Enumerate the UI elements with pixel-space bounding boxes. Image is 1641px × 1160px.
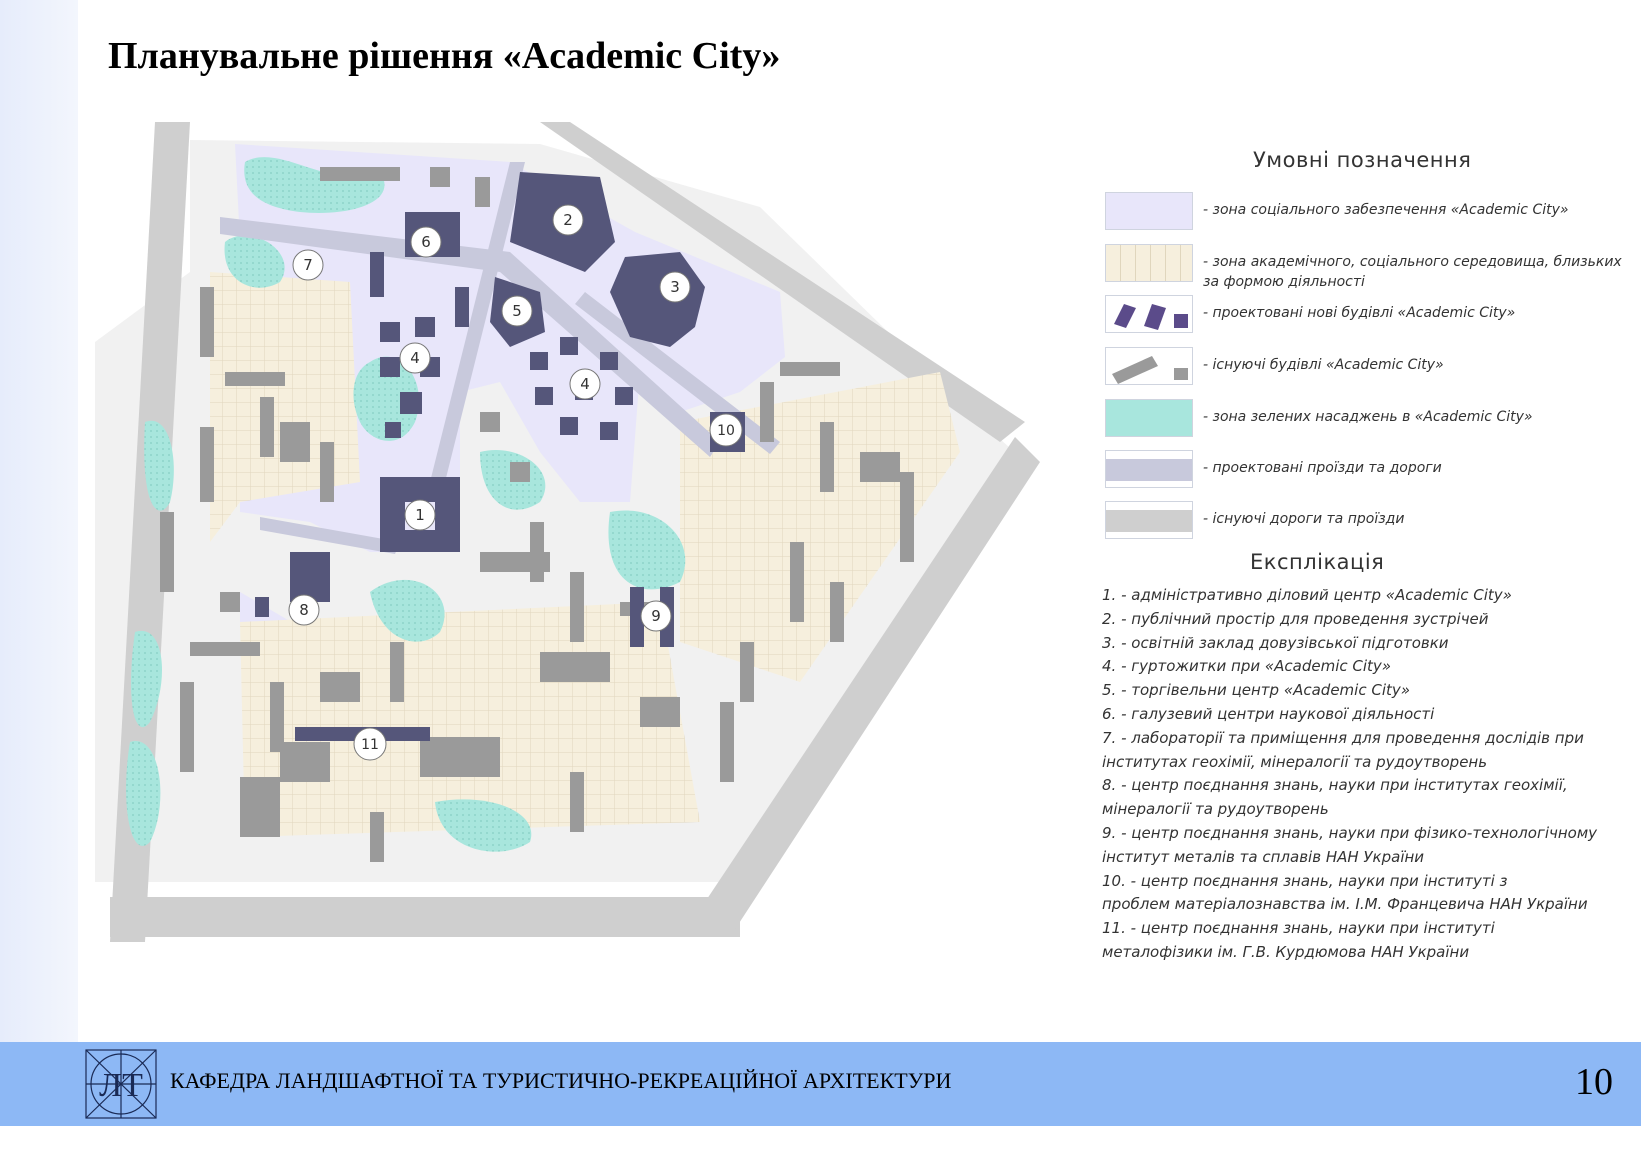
legend-text: - зона зелених насаджень в «Academic City» [1203, 409, 1533, 425]
marker-3 [660, 272, 690, 302]
legend-text: - зона соціального забезпечення «Academic City» [1203, 202, 1569, 218]
legend-swatch-social [1105, 192, 1193, 230]
explication-line: 9. - центр поєднання знань, науки при фізико-технологічному [1102, 823, 1598, 842]
svg-text:3: 3 [670, 278, 680, 296]
marker-9 [641, 601, 671, 631]
marker-1 [405, 500, 435, 530]
explication-line: 7. - лабораторії та приміщення для проведення дослідів при [1102, 728, 1584, 747]
marker-2 [553, 205, 583, 235]
svg-text:1: 1 [415, 506, 425, 524]
explication-line: 2. - публічний простір для проведення зустрічей [1102, 609, 1489, 628]
svg-text:10: 10 [717, 423, 735, 439]
legend-text: - зона академічного, соціального середовища, близьких за формою діяльності [1203, 254, 1622, 290]
department-logo [80, 1044, 162, 1124]
slide-title: Планувальне рішення «Academic City» [108, 35, 781, 77]
legend-text: - існуючі дороги та проїзди [1203, 511, 1405, 527]
legend-swatch-new-buildings [1105, 295, 1193, 333]
marker-10 [710, 414, 742, 446]
explication-line: 4. - гуртожитки при «Academic City» [1102, 657, 1392, 676]
svg-text:8: 8 [299, 601, 309, 619]
svg-text:6: 6 [421, 233, 431, 251]
marker-4-west [400, 343, 430, 373]
svg-text:9: 9 [651, 607, 661, 625]
svg-text:2: 2 [563, 211, 573, 229]
legend-text: - існуючі будівлі «Academic City» [1203, 357, 1444, 373]
svg-text:5: 5 [512, 302, 522, 320]
explication-line: металофізики ім. Г.В. Курдюмова НАН України [1102, 942, 1470, 961]
svg-text:4: 4 [410, 349, 420, 367]
page-number: 10 [1575, 1061, 1613, 1103]
legend-swatch-projected-roads [1105, 450, 1193, 488]
explication-line: 5. - торгівельни центр «Academic City» [1102, 681, 1410, 700]
marker-8 [289, 595, 319, 625]
explication-line: 8. - центр поєднання знань, науки при інститутах геохімії, [1102, 776, 1568, 795]
legend-text: - проектовані проїзди та дороги [1203, 460, 1442, 476]
explication-line: 11. - центр поєднання знань, науки при інституті [1102, 919, 1495, 938]
explication-line: мінералогії та рудоутворень [1102, 800, 1329, 819]
footer-bar [0, 1042, 1641, 1126]
department-name: КАФЕДРА ЛАНДШАФТНОЇ ТА ТУРИСТИЧНО-РЕКРЕАЦІЙНОЇ АРХІТЕКТУРИ [170, 1068, 952, 1093]
svg-text:ЛТ: ЛТ [99, 1067, 143, 1104]
marker-11 [354, 728, 386, 760]
legend-swatch-academic [1105, 244, 1193, 282]
explication-line: 6. - галузевий центри наукової діяльності [1102, 704, 1435, 723]
svg-text:11: 11 [361, 737, 379, 753]
svg-text:7: 7 [303, 256, 313, 274]
explication-line: інститут металів та сплавів НАН України [1102, 847, 1425, 866]
explication-line: 3. - освітній заклад довузівської підготовки [1102, 633, 1449, 652]
existing-road-south [110, 897, 740, 937]
explication-line: 1. - адміністративно діловий центр «Academic City» [1102, 586, 1512, 604]
explication-line: 10. - центр поєднання знань, науки при інституті з [1102, 871, 1508, 890]
explication-list [1102, 584, 1622, 965]
marker-7 [293, 250, 323, 280]
explication-line: інститутах геохімії, мінералогії та рудоутворень [1102, 752, 1488, 771]
legend-text: - проектовані нові будівлі «Academic City» [1203, 305, 1516, 321]
marker-5 [502, 296, 532, 326]
svg-text:4: 4 [580, 375, 590, 393]
marker-6 [411, 227, 441, 257]
legend-title: Умовні позначення [1253, 148, 1472, 172]
footer-bottom-space [0, 1126, 1641, 1160]
legend-swatch-green [1105, 399, 1193, 437]
master-plan-map [40, 122, 1070, 982]
legend-swatch-existing-roads [1105, 501, 1193, 539]
legend-swatch-existing-buildings [1105, 347, 1193, 385]
explication-line: проблем матеріалознавства ім. І.М. Францевича НАН України [1102, 895, 1588, 914]
marker-4-east [570, 369, 600, 399]
explication-title: Експлікація [1250, 550, 1385, 574]
